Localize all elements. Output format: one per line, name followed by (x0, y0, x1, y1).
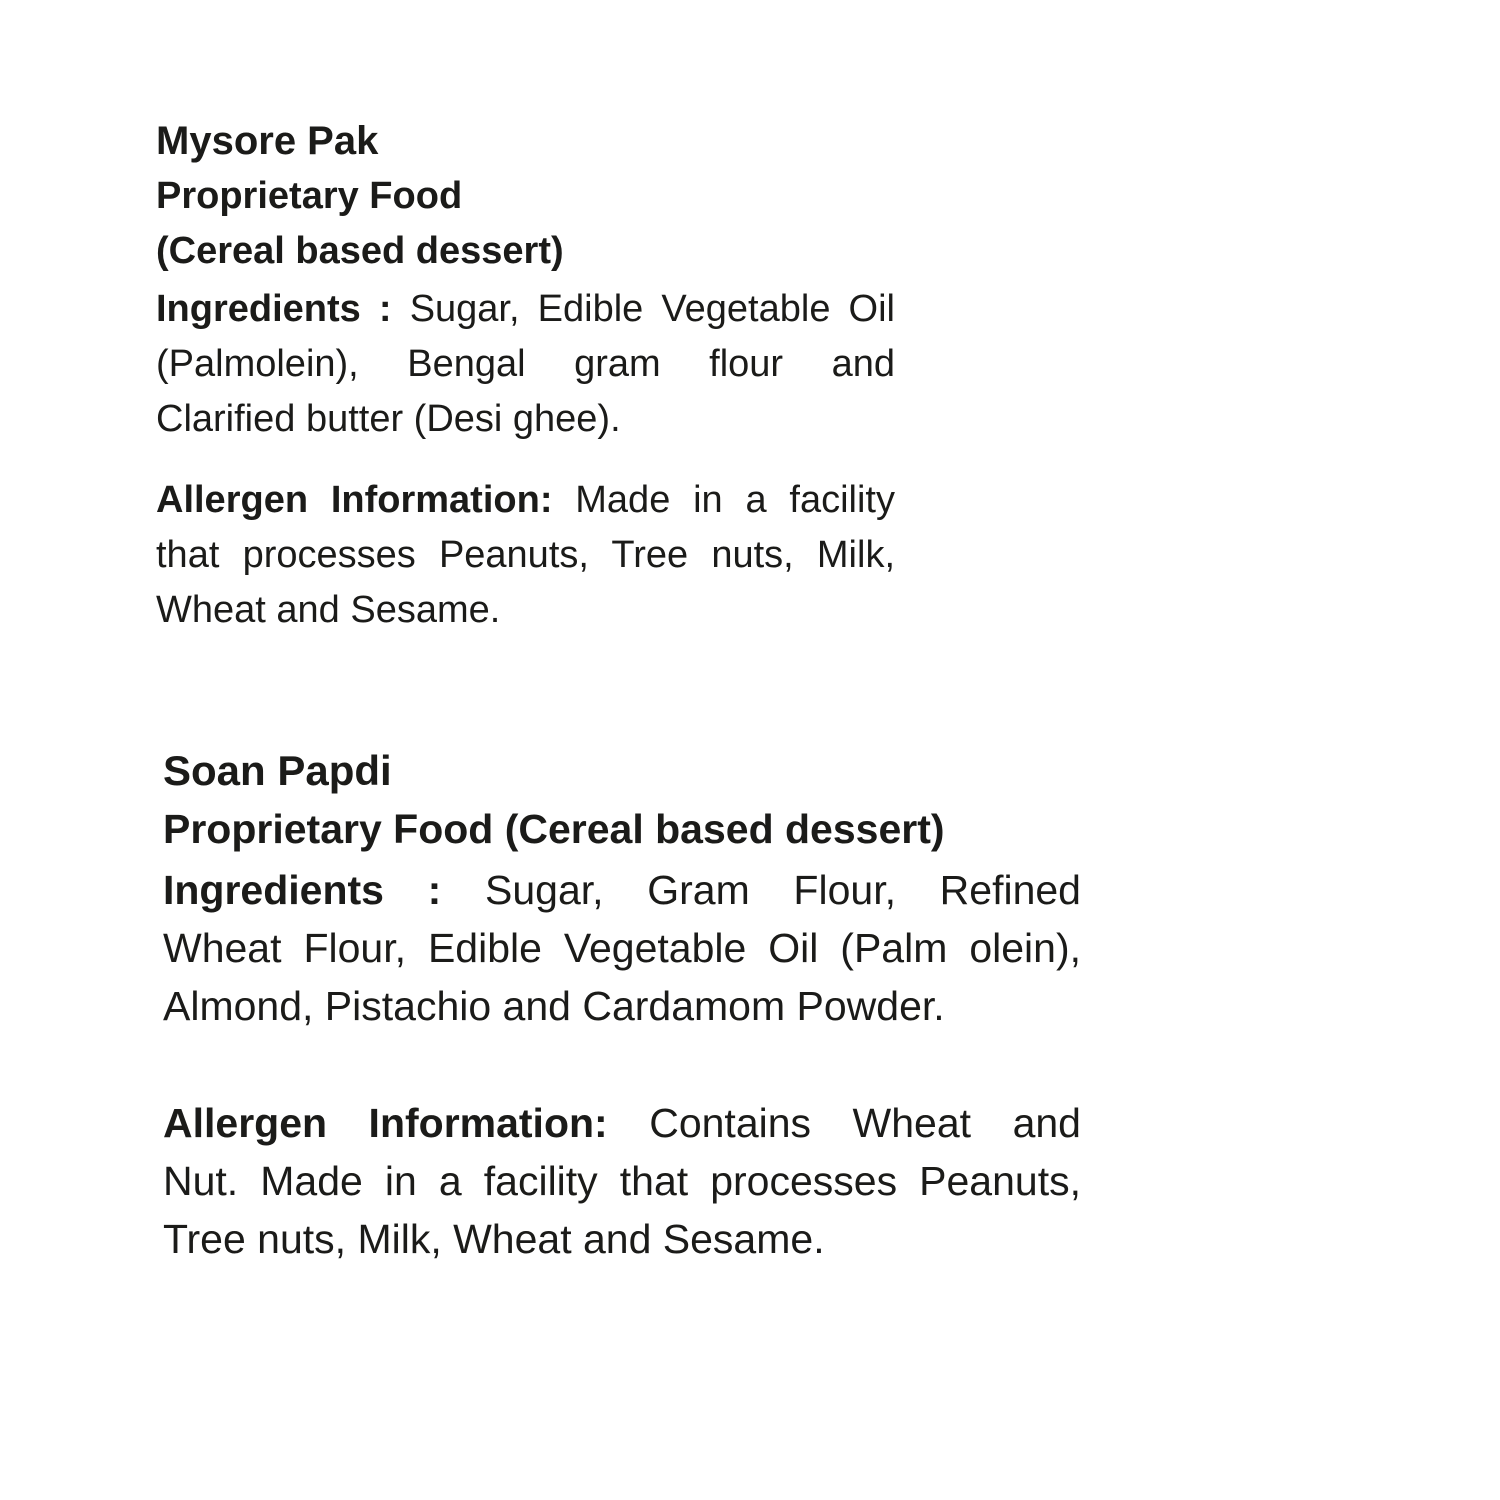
allergen-line (163, 1210, 1081, 1268)
ingredients-text: Clarified butter (Desi ghee). (156, 398, 621, 440)
ingredients-line (156, 392, 895, 447)
allergen-text: that processes Peanuts, Tree nuts, Milk, (156, 534, 895, 576)
allergen-line (163, 1094, 1081, 1152)
ingredients-text: Sugar, Gram Flour, Refined (485, 867, 1081, 913)
product-section-soan-papdi (163, 742, 1081, 1268)
allergen-text: Tree nuts, Milk, Wheat and Sesame. (163, 1216, 825, 1262)
allergen-paragraph (163, 1094, 1081, 1268)
allergen-line (156, 528, 895, 583)
ingredients-paragraph (163, 861, 1081, 1035)
ingredients-line (163, 919, 1081, 977)
ingredients-text: (Palmolein), Bengal gram flour and (156, 343, 895, 385)
allergen-text: Wheat and Sesame. (156, 589, 501, 631)
allergen-label: Allergen Information: (163, 1100, 650, 1146)
ingredients-paragraph (156, 282, 895, 447)
ingredients-line (156, 337, 895, 392)
product-title: Soan Papdi (163, 747, 392, 794)
ingredients-label: Ingredients : (163, 867, 486, 913)
allergen-line (163, 1152, 1081, 1210)
product-section-mysore-pak (156, 114, 895, 638)
allergen-label: Allergen Information: (156, 479, 576, 521)
ingredients-line (163, 977, 1081, 1035)
ingredients-label: Ingredients : (156, 288, 410, 330)
allergen-paragraph (156, 473, 895, 638)
product-title: Mysore Pak (156, 119, 379, 163)
ingredients-line (156, 282, 895, 337)
allergen-line (156, 473, 895, 528)
product-category-line: Proprietary Food (156, 175, 463, 217)
product-category-line: Proprietary Food (Cereal based dessert) (163, 806, 945, 852)
ingredients-text: Wheat Flour, Edible Vegetable Oil (Palm olein), (163, 925, 1081, 971)
allergen-line (156, 583, 895, 638)
ingredients-line (163, 861, 1081, 919)
allergen-text: Contains Wheat and (649, 1100, 1081, 1146)
allergen-text: Made in a facility (575, 479, 895, 521)
ingredients-text: Almond, Pistachio and Cardamom Powder. (163, 983, 945, 1029)
product-category-line: (Cereal based dessert) (156, 230, 564, 272)
ingredients-text: Sugar, Edible Vegetable Oil (409, 288, 895, 330)
allergen-text: Nut. Made in a facility that processes Peanuts, (163, 1158, 1081, 1204)
